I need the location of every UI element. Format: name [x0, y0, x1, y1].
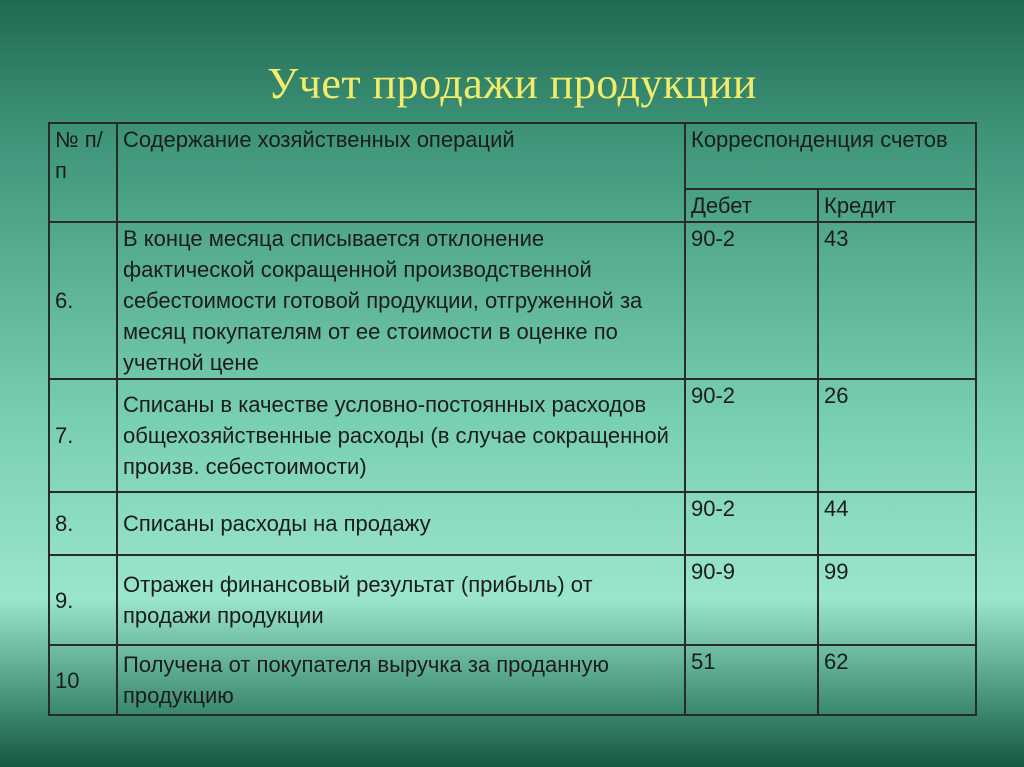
row-debit: 90-9 — [685, 555, 818, 645]
table-row — [49, 379, 976, 492]
row-number: 9. — [49, 555, 117, 645]
row-credit: 62 — [818, 645, 976, 715]
table-row — [49, 555, 976, 645]
table-row — [49, 645, 976, 715]
header-credit: Кредит — [818, 189, 976, 222]
row-credit: 43 — [818, 222, 976, 379]
header-debit: Дебет — [685, 189, 818, 222]
row-debit: 51 — [685, 645, 818, 715]
row-number: 8. — [49, 492, 117, 555]
row-description: В конце месяца списывается отклонение фактической сокращенной производственной себестоимости готовой продукции, отгруженной за месяц покупателям от ее стоимости в оценке по учетной цене — [117, 222, 685, 379]
header-content: Содержание хозяйственных операций — [117, 123, 685, 222]
row-description: Получена от покупателя выручка за проданную продукцию — [117, 645, 685, 715]
row-credit: 26 — [818, 379, 976, 492]
header-correspondence: Корреспонденция счетов — [685, 123, 976, 189]
operations-table — [48, 122, 977, 716]
row-number: 6. — [49, 222, 117, 379]
row-debit: 90-2 — [685, 379, 818, 492]
table-row — [49, 222, 976, 379]
row-number: 7. — [49, 379, 117, 492]
slide-title: Учет продажи продукции — [267, 59, 757, 108]
row-description: Отражен финансовый результат (прибыль) от продажи продукции — [117, 555, 685, 645]
row-credit: 44 — [818, 492, 976, 555]
row-description: Списаны расходы на продажу — [117, 492, 685, 555]
row-debit: 90-2 — [685, 492, 818, 555]
row-description: Списаны в качестве условно-постоянных расходов общехозяйственные расходы (в случае сокращенной произв. себестоимости) — [117, 379, 685, 492]
row-debit: 90-2 — [685, 222, 818, 379]
table-row — [49, 492, 976, 555]
header-number: № п/п — [49, 123, 117, 222]
row-credit: 99 — [818, 555, 976, 645]
header-row — [49, 123, 976, 189]
row-number: 10 — [49, 645, 117, 715]
